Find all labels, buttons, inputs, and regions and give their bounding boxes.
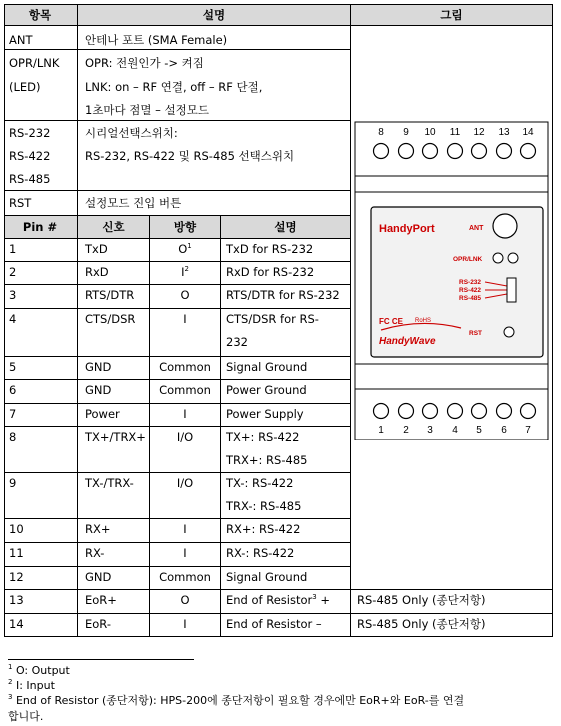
pin-signal: CTS/DSR bbox=[85, 312, 136, 326]
terminal-screw-icon bbox=[521, 404, 536, 419]
footnote-3-cont: 합니다. bbox=[8, 710, 44, 723]
terminal-number-top: 13 bbox=[498, 127, 510, 138]
pin-description-line2: TRX-: RS-485 bbox=[226, 499, 302, 513]
terminal-screw-icon bbox=[448, 404, 463, 419]
pin-direction: I bbox=[183, 312, 187, 326]
pin-description: TX+: RS-422 bbox=[226, 430, 300, 444]
pin-signal: GND bbox=[85, 383, 112, 397]
pin-direction: O bbox=[180, 288, 190, 302]
svg-text:OPR/LNK: OPR/LNK bbox=[453, 256, 483, 263]
terminal-screw-icon bbox=[497, 144, 512, 159]
item-oprlnk-desc-3: 1초마다 점멸 – 설정모드 bbox=[85, 103, 210, 117]
lnk-led-icon bbox=[508, 253, 518, 263]
pin-note: RS-485 Only (종단저항) bbox=[357, 617, 486, 631]
item-oprlnk-name: OPR/LNK bbox=[9, 56, 60, 70]
item-oprlnk-desc-1: OPR: 전원인가 -> 켜짐 bbox=[85, 56, 204, 70]
pin-description: Power Ground bbox=[226, 383, 307, 397]
terminal-number-top: 11 bbox=[449, 127, 461, 138]
pin-description: Power Supply bbox=[226, 407, 304, 421]
table-rule bbox=[4, 589, 351, 590]
pin-description: TxD for RS-232 bbox=[226, 242, 314, 256]
table-rule bbox=[4, 403, 351, 404]
header-item: 항목 bbox=[28, 8, 52, 22]
pin-direction: I/O bbox=[176, 476, 194, 490]
item-serial-name2: RS-422 bbox=[9, 149, 51, 163]
pin-description: TX-: RS-422 bbox=[226, 476, 294, 490]
brand-label: HandyPort bbox=[379, 223, 435, 235]
pin-signal: TX+/TRX+ bbox=[85, 430, 146, 444]
svg-text:RS-232: RS-232 bbox=[459, 279, 482, 286]
footnote-1: $^1$ O: Output bbox=[8, 663, 70, 677]
svg-text:HandyWave: HandyWave bbox=[379, 336, 436, 347]
table-rule bbox=[4, 49, 351, 50]
pin-signal: Power bbox=[85, 407, 120, 421]
pin-number: 14 bbox=[9, 617, 24, 631]
pin-direction: I bbox=[183, 522, 187, 536]
item-serial-name3: RS-485 bbox=[9, 172, 51, 186]
item-oprlnk-desc-2: LNK: on – RF 연결, off – RF 단절, bbox=[85, 80, 263, 94]
table-rule bbox=[4, 426, 351, 427]
pin-description: End of Resistor$^3$ + bbox=[226, 593, 331, 607]
pin-description-line2: 232 bbox=[226, 335, 248, 349]
table-rule bbox=[351, 613, 553, 614]
pin-signal: TX-/TRX- bbox=[85, 476, 134, 490]
pin-signal: EoR- bbox=[85, 617, 111, 631]
pin-description: Signal Ground bbox=[226, 570, 308, 584]
terminal-number-bottom: 3 bbox=[427, 425, 433, 436]
terminal-screw-icon bbox=[374, 144, 389, 159]
terminal-number-top: 10 bbox=[424, 127, 436, 138]
pin-number: 3 bbox=[9, 288, 17, 302]
terminal-number-bottom: 6 bbox=[501, 425, 507, 436]
rst-button-icon bbox=[504, 327, 514, 337]
svg-text:RST: RST bbox=[469, 330, 482, 337]
table-rule bbox=[4, 518, 351, 519]
pin-note: RS-485 Only (종단저항) bbox=[357, 593, 486, 607]
header-figure: 그림 bbox=[440, 8, 463, 22]
pin-description: End of Resistor – bbox=[226, 617, 322, 631]
terminal-number-bottom: 2 bbox=[403, 425, 409, 436]
pin-header-desc: 설명 bbox=[274, 220, 297, 234]
svg-text:FC CE: FC CE bbox=[379, 317, 403, 326]
table-rule bbox=[351, 25, 553, 26]
table-rule bbox=[4, 4, 553, 5]
table-rule bbox=[4, 379, 351, 380]
item-ant-name: ANT bbox=[9, 33, 33, 47]
table-rule bbox=[4, 215, 351, 216]
pin-number: 2 bbox=[9, 265, 17, 279]
pin-direction: I bbox=[183, 407, 187, 421]
svg-text:RS-485: RS-485 bbox=[459, 295, 482, 302]
pin-number: 8 bbox=[9, 430, 17, 444]
pin-header-dir: 방향 bbox=[173, 220, 197, 234]
pin-direction: O bbox=[180, 593, 190, 607]
table-rule bbox=[4, 613, 351, 614]
pin-direction: I bbox=[183, 546, 187, 560]
item-rst-name: RST bbox=[9, 196, 32, 210]
item-serial-name: RS-232 bbox=[9, 126, 51, 140]
pin-number: 1 bbox=[9, 242, 17, 256]
pin-number: 6 bbox=[9, 383, 17, 397]
ant-connector-icon bbox=[493, 214, 517, 238]
device-figure bbox=[351, 118, 552, 440]
terminal-screw-icon bbox=[399, 404, 414, 419]
terminal-number-bottom: 5 bbox=[476, 425, 482, 436]
pin-signal: RTS/DTR bbox=[85, 288, 135, 302]
terminal-screw-icon bbox=[423, 404, 438, 419]
pin-signal: GND bbox=[85, 360, 112, 374]
terminal-number-bottom: 1 bbox=[378, 425, 384, 436]
table-rule bbox=[351, 589, 553, 590]
pin-number: 5 bbox=[9, 360, 17, 374]
table-rule bbox=[552, 4, 553, 637]
table-rule bbox=[4, 542, 351, 543]
table-rule bbox=[77, 4, 78, 216]
pin-header-pin: Pin # bbox=[22, 220, 58, 234]
pin-header-signal: 신호 bbox=[102, 220, 125, 234]
pin-number: 12 bbox=[9, 570, 24, 584]
terminal-screw-icon bbox=[521, 144, 536, 159]
item-oprlnk-name2: (LED) bbox=[9, 80, 41, 94]
pin-direction: Common bbox=[159, 360, 211, 374]
terminal-number-top: 8 bbox=[378, 127, 384, 138]
pin-description: RX-: RS-422 bbox=[226, 546, 295, 560]
terminal-screw-icon bbox=[497, 404, 512, 419]
terminal-number-top: 12 bbox=[473, 127, 485, 138]
pin-direction: $O^1$ bbox=[178, 242, 192, 256]
table-rule bbox=[4, 120, 351, 121]
footnote-2: $^2$ I: Input bbox=[8, 678, 55, 692]
pin-description-line2: TRX+: RS-485 bbox=[226, 453, 308, 467]
terminal-screw-icon bbox=[448, 144, 463, 159]
table-rule bbox=[4, 356, 351, 357]
terminal-screw-icon bbox=[374, 404, 389, 419]
table-rule bbox=[4, 284, 351, 285]
terminal-number-top: 14 bbox=[522, 127, 534, 138]
terminal-number-top: 9 bbox=[403, 127, 409, 138]
item-serial-desc-2: RS-232, RS-422 및 RS-485 선택스위치 bbox=[85, 149, 295, 163]
opr-led-icon bbox=[493, 253, 503, 263]
pin-description: RxD for RS-232 bbox=[226, 265, 315, 279]
pin-description: Signal Ground bbox=[226, 360, 308, 374]
header-desc: 설명 bbox=[202, 8, 226, 22]
terminal-screw-icon bbox=[472, 404, 487, 419]
footnote-3: $^3$ End of Resistor (종단저항): HPS-200에 종단저항이 필요할 경우에만 EoR+와 EoR-를 연결 bbox=[8, 693, 465, 707]
pin-number: 13 bbox=[9, 593, 24, 607]
pin-direction: $I^2$ bbox=[181, 265, 189, 279]
pin-direction: Common bbox=[159, 383, 211, 397]
item-rst-desc: 설정모드 진입 버튼 bbox=[85, 196, 182, 210]
table-rule bbox=[4, 238, 351, 239]
terminal-number-bottom: 7 bbox=[525, 425, 531, 436]
table-rule bbox=[4, 636, 553, 637]
serial-switch-icon bbox=[507, 278, 516, 302]
table-rule bbox=[4, 261, 351, 262]
table-rule bbox=[4, 566, 351, 567]
table-rule bbox=[4, 25, 351, 26]
pin-number: 9 bbox=[9, 476, 17, 490]
svg-text:ANT: ANT bbox=[469, 225, 484, 232]
terminal-screw-icon bbox=[399, 144, 414, 159]
svg-text:RS-422: RS-422 bbox=[459, 287, 482, 294]
pin-direction: Common bbox=[159, 570, 211, 584]
pin-number: 7 bbox=[9, 407, 17, 421]
item-ant-desc: 안테나 포트 (SMA Female) bbox=[85, 33, 228, 47]
pin-number: 11 bbox=[9, 546, 24, 560]
pin-direction: I/O bbox=[176, 430, 194, 444]
pin-description: CTS/DSR for RS- bbox=[226, 312, 319, 326]
pin-signal: RX+ bbox=[85, 522, 111, 536]
pin-signal: RX- bbox=[85, 546, 105, 560]
table-rule bbox=[4, 190, 351, 191]
pin-signal: GND bbox=[85, 570, 112, 584]
pin-number: 4 bbox=[9, 312, 17, 326]
pin-direction: I bbox=[183, 617, 187, 631]
footnote-separator bbox=[8, 659, 194, 660]
table-rule bbox=[4, 472, 351, 473]
terminal-screw-icon bbox=[423, 144, 438, 159]
terminal-screw-icon bbox=[472, 144, 487, 159]
pin-signal: RxD bbox=[85, 265, 109, 279]
pin-signal: TxD bbox=[85, 242, 108, 256]
item-serial-desc-1: 시리얼선택스위치: bbox=[85, 126, 178, 140]
table-rule bbox=[4, 308, 351, 309]
pin-description: RX+: RS-422 bbox=[226, 522, 301, 536]
terminal-number-bottom: 4 bbox=[452, 425, 458, 436]
svg-text:RoHS: RoHS bbox=[415, 318, 432, 324]
pin-description: RTS/DTR for RS-232 bbox=[226, 288, 340, 302]
pin-number: 10 bbox=[9, 522, 24, 536]
pin-signal: EoR+ bbox=[85, 593, 117, 607]
